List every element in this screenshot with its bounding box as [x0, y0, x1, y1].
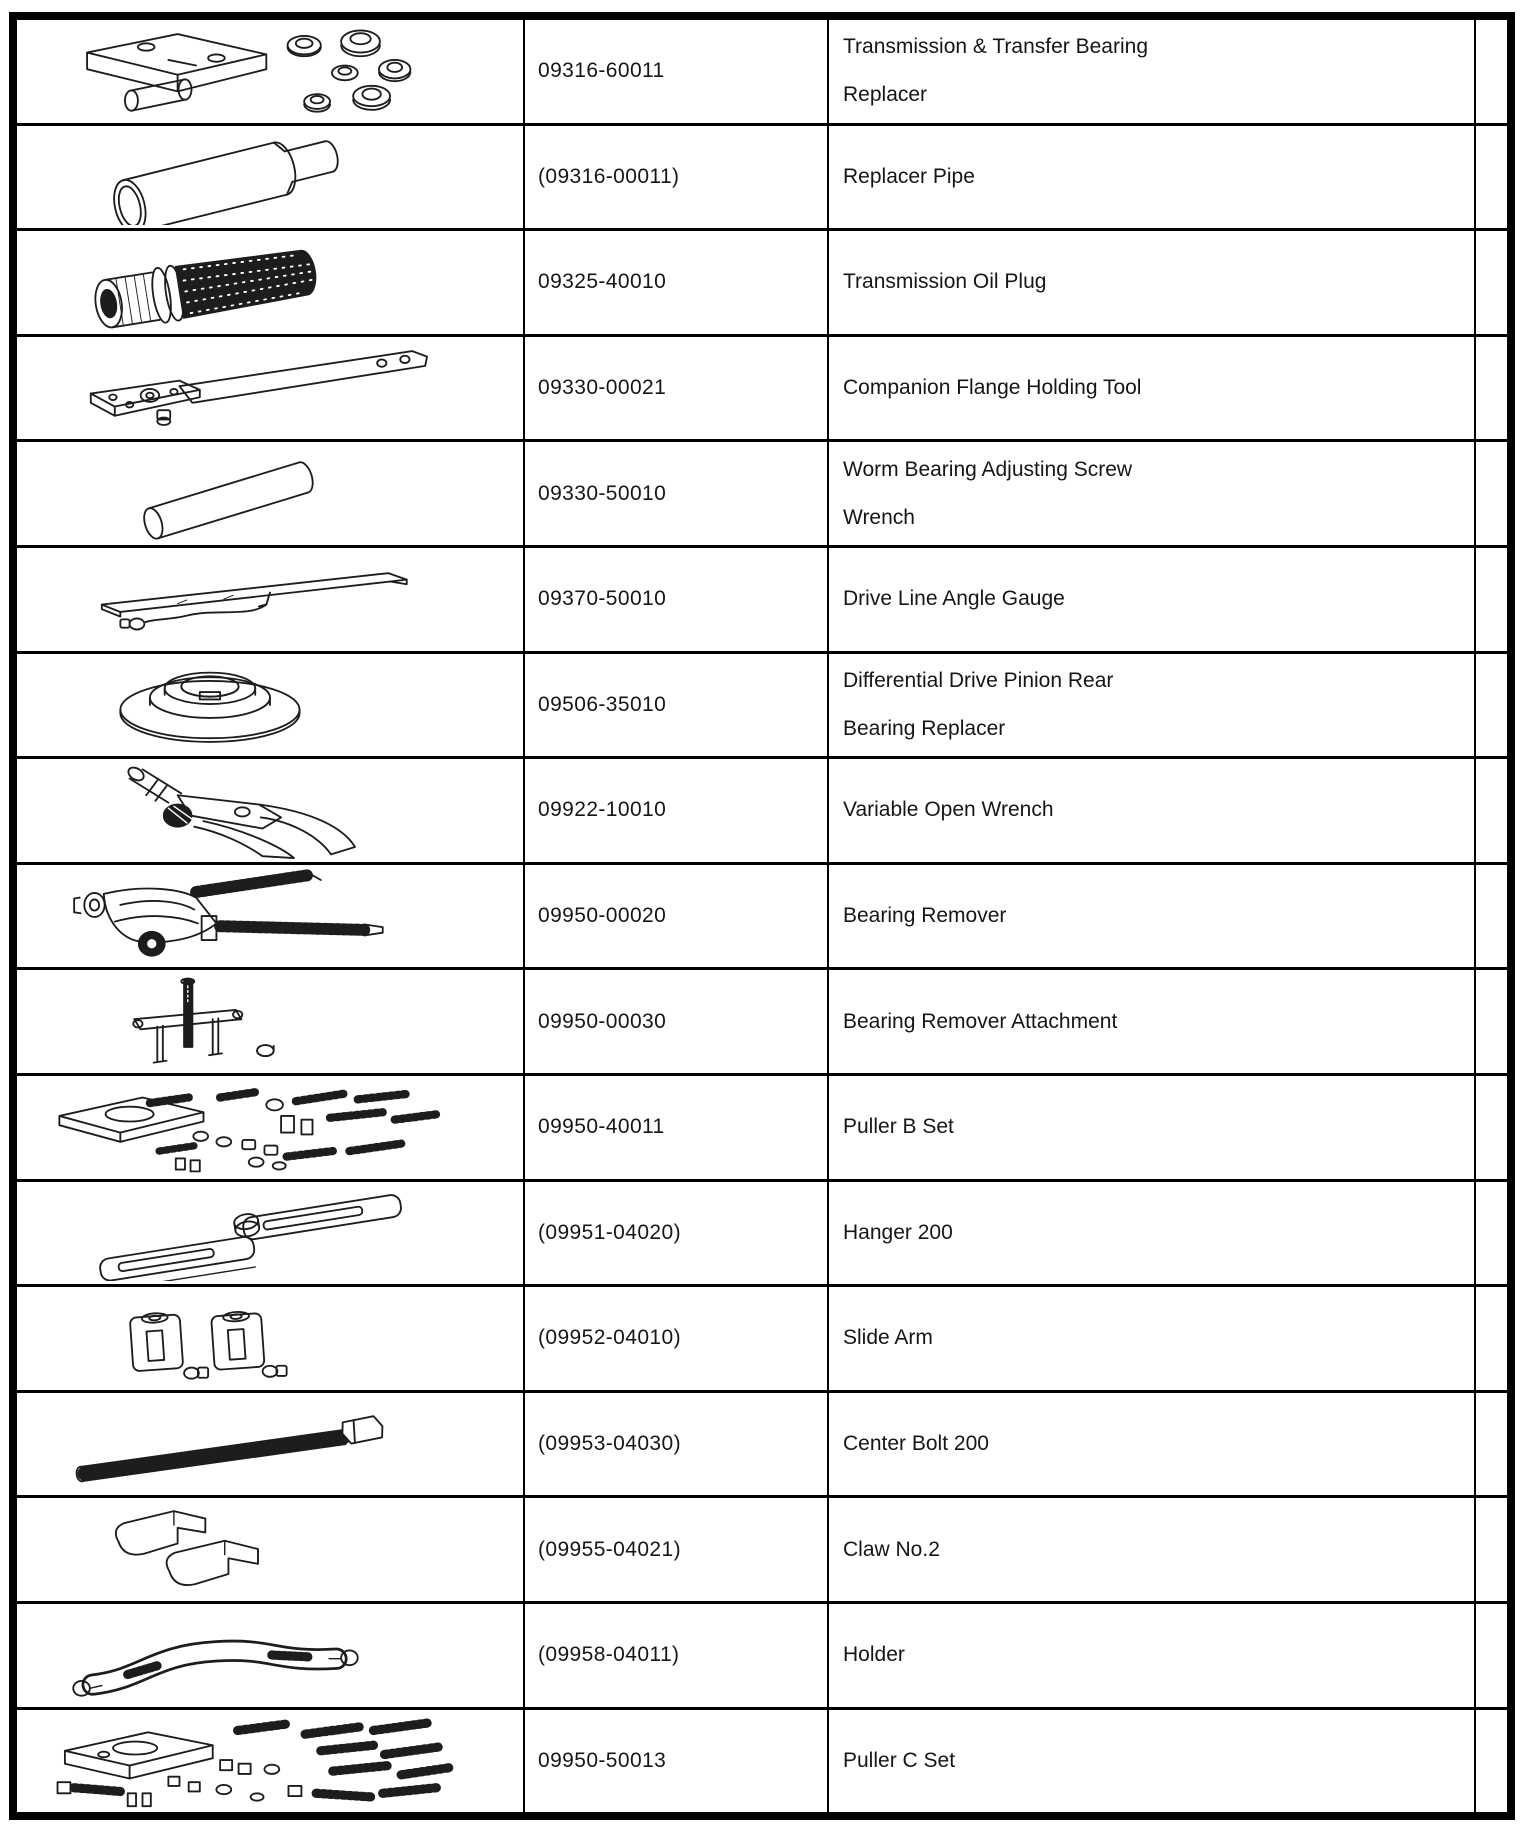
- transmission-oil-plug-illustration: [25, 234, 515, 331]
- part-number: 09950-50013: [538, 1748, 667, 1772]
- tool-illustration-cell: [17, 1498, 525, 1601]
- part-number-cell: [525, 865, 829, 968]
- tool-name-line: Holder: [843, 1643, 905, 1667]
- part-number: 09950-00030: [538, 1009, 667, 1033]
- tool-illustration-cell: [17, 865, 525, 968]
- table-row: [17, 759, 1507, 865]
- part-number-cell: [525, 759, 829, 862]
- empty-cell: [1476, 126, 1507, 229]
- empty-cell: [1476, 1182, 1507, 1285]
- empty-cell: [1476, 1498, 1507, 1601]
- part-number-cell: [525, 1076, 829, 1179]
- empty-cell: [1476, 1076, 1507, 1179]
- part-number: (09316-00011): [538, 164, 680, 188]
- tool-name-line: Bearing Remover Attachment: [843, 1009, 1118, 1033]
- part-number: (09952-04010): [538, 1326, 681, 1350]
- empty-cell: [1476, 759, 1507, 862]
- bearing-remover-illustration: [25, 868, 515, 965]
- table-row: [17, 1076, 1507, 1182]
- part-number-cell: [525, 654, 829, 757]
- tool-name-cell: [829, 1710, 1476, 1813]
- tool-name-cell: [829, 442, 1476, 545]
- tool-name-line: Bearing Replacer: [843, 716, 1006, 740]
- tool-name-line: Bearing Remover: [843, 904, 1007, 928]
- tool-name-cell: [829, 970, 1476, 1073]
- part-number-cell: [525, 1182, 829, 1285]
- transmission-transfer-bearing-replacer-set-illustration: [25, 23, 515, 120]
- tool-name-line: Transmission Oil Plug: [843, 270, 1047, 294]
- part-number-cell: [525, 231, 829, 334]
- bearing-remover-attachment-illustration: [25, 973, 515, 1070]
- tool-name-cell: [829, 1498, 1476, 1601]
- tool-illustration-cell: [17, 231, 525, 334]
- tool-name-cell: [829, 1604, 1476, 1707]
- tool-name-line: Puller C Set: [843, 1748, 956, 1772]
- empty-cell: [1476, 442, 1507, 545]
- empty-cell: [1476, 1393, 1507, 1496]
- part-number: (09951-04020): [538, 1220, 681, 1244]
- part-number: (09958-04011): [538, 1643, 680, 1667]
- tool-name-line: Differential Drive Pinion Rear: [843, 668, 1114, 692]
- tool-name-line: Variable Open Wrench: [843, 798, 1054, 822]
- tool-illustration-cell: [17, 654, 525, 757]
- part-number: 09922-10010: [538, 798, 667, 822]
- table-row: [17, 231, 1507, 337]
- part-number-cell: [525, 337, 829, 440]
- tool-name-cell: [829, 1287, 1476, 1390]
- tool-name-cell: [829, 654, 1476, 757]
- part-number: (09953-04030): [538, 1432, 681, 1456]
- part-number-cell: [525, 548, 829, 651]
- tool-illustration-cell: [17, 1182, 525, 1285]
- differential-drive-pinion-rear-bearing-replacer-illustration: [25, 656, 515, 753]
- tool-illustration-cell: [17, 1393, 525, 1496]
- tool-illustration-cell: [17, 126, 525, 229]
- tool-name-line: Replacer: [843, 83, 928, 107]
- worm-bearing-adjusting-screw-wrench-illustration: [25, 445, 515, 542]
- center-bolt-200-illustration: [25, 1396, 515, 1493]
- part-number-cell: [525, 1604, 829, 1707]
- part-number-cell: [525, 20, 829, 123]
- table-row: [17, 442, 1507, 548]
- empty-cell: [1476, 1710, 1507, 1813]
- tool-name-line: Slide Arm: [843, 1326, 933, 1350]
- tool-illustration-cell: [17, 1604, 525, 1707]
- part-number: 09370-50010: [538, 587, 667, 611]
- tool-name-cell: [829, 20, 1476, 123]
- tool-name-line: Claw No.2: [843, 1537, 940, 1561]
- table-row: [17, 1393, 1507, 1499]
- table-row: [17, 1604, 1507, 1710]
- part-number-cell: [525, 970, 829, 1073]
- table-row: [17, 1182, 1507, 1288]
- table-row: [17, 654, 1507, 760]
- empty-cell: [1476, 970, 1507, 1073]
- part-number-cell: [525, 442, 829, 545]
- empty-cell: [1476, 20, 1507, 123]
- table-row: [17, 1287, 1507, 1393]
- tool-name-cell: [829, 231, 1476, 334]
- tool-name-line: Wrench: [843, 505, 915, 529]
- part-number: 09950-00020: [538, 904, 667, 928]
- part-number-cell: [525, 1393, 829, 1496]
- part-number-cell: [525, 126, 829, 229]
- tool-illustration-cell: [17, 970, 525, 1073]
- drive-line-angle-gauge-illustration: [25, 551, 515, 648]
- tool-name-cell: [829, 1182, 1476, 1285]
- empty-cell: [1476, 337, 1507, 440]
- table-row: [17, 548, 1507, 654]
- tool-illustration-cell: [17, 442, 525, 545]
- table-row: [17, 126, 1507, 232]
- tool-name-line: Worm Bearing Adjusting Screw: [843, 457, 1133, 481]
- holder-illustration: [25, 1607, 515, 1704]
- tool-name-line: Center Bolt 200: [843, 1432, 989, 1456]
- tool-illustration-cell: [17, 1710, 525, 1813]
- part-number: 09325-40010: [538, 270, 667, 294]
- table-row: [17, 1498, 1507, 1604]
- replacer-pipe-illustration: [25, 128, 515, 225]
- table-row: [17, 20, 1507, 126]
- part-number: 09330-00021: [538, 376, 667, 400]
- tool-illustration-cell: [17, 548, 525, 651]
- tool-name-line: Drive Line Angle Gauge: [843, 587, 1065, 611]
- empty-cell: [1476, 654, 1507, 757]
- tool-name-cell: [829, 1076, 1476, 1179]
- tool-name-cell: [829, 337, 1476, 440]
- part-number: 09506-35010: [538, 692, 667, 716]
- empty-cell: [1476, 865, 1507, 968]
- tool-name-cell: [829, 1393, 1476, 1496]
- companion-flange-holding-tool-illustration: [25, 340, 515, 437]
- slide-arm-illustration: [25, 1290, 515, 1387]
- tool-illustration-cell: [17, 337, 525, 440]
- table-row: [17, 970, 1507, 1076]
- tool-name-line: Puller B Set: [843, 1115, 954, 1139]
- part-number: (09955-04021): [538, 1537, 681, 1561]
- tool-illustration-cell: [17, 20, 525, 123]
- tool-name-line: Hanger 200: [843, 1220, 953, 1244]
- tool-name-cell: [829, 126, 1476, 229]
- tool-name-line: Replacer Pipe: [843, 164, 975, 188]
- tool-name-line: Transmission & Transfer Bearing: [843, 35, 1149, 59]
- tool-illustration-cell: [17, 759, 525, 862]
- claw-no-2-illustration: [25, 1501, 515, 1598]
- part-number-cell: [525, 1287, 829, 1390]
- empty-cell: [1476, 1287, 1507, 1390]
- tool-illustration-cell: [17, 1287, 525, 1390]
- part-number: 09330-50010: [538, 481, 667, 505]
- table-row: [17, 865, 1507, 971]
- table-row: [17, 1710, 1507, 1813]
- puller-c-set-illustration: [25, 1712, 515, 1809]
- puller-b-set-illustration: [25, 1079, 515, 1176]
- table-row: [17, 337, 1507, 443]
- empty-cell: [1476, 1604, 1507, 1707]
- hanger-200-illustration: [25, 1184, 515, 1281]
- tool-name-cell: [829, 759, 1476, 862]
- empty-cell: [1476, 231, 1507, 334]
- tool-name-cell: [829, 865, 1476, 968]
- tool-name-line: Companion Flange Holding Tool: [843, 376, 1142, 400]
- sst-table: [9, 12, 1515, 1820]
- tool-illustration-cell: [17, 1076, 525, 1179]
- empty-cell: [1476, 548, 1507, 651]
- part-number-cell: [525, 1498, 829, 1601]
- tool-name-cell: [829, 548, 1476, 651]
- part-number: 09950-40011: [538, 1115, 665, 1139]
- part-number: 09316-60011: [538, 59, 665, 83]
- part-number-cell: [525, 1710, 829, 1813]
- variable-open-wrench-illustration: [25, 762, 515, 859]
